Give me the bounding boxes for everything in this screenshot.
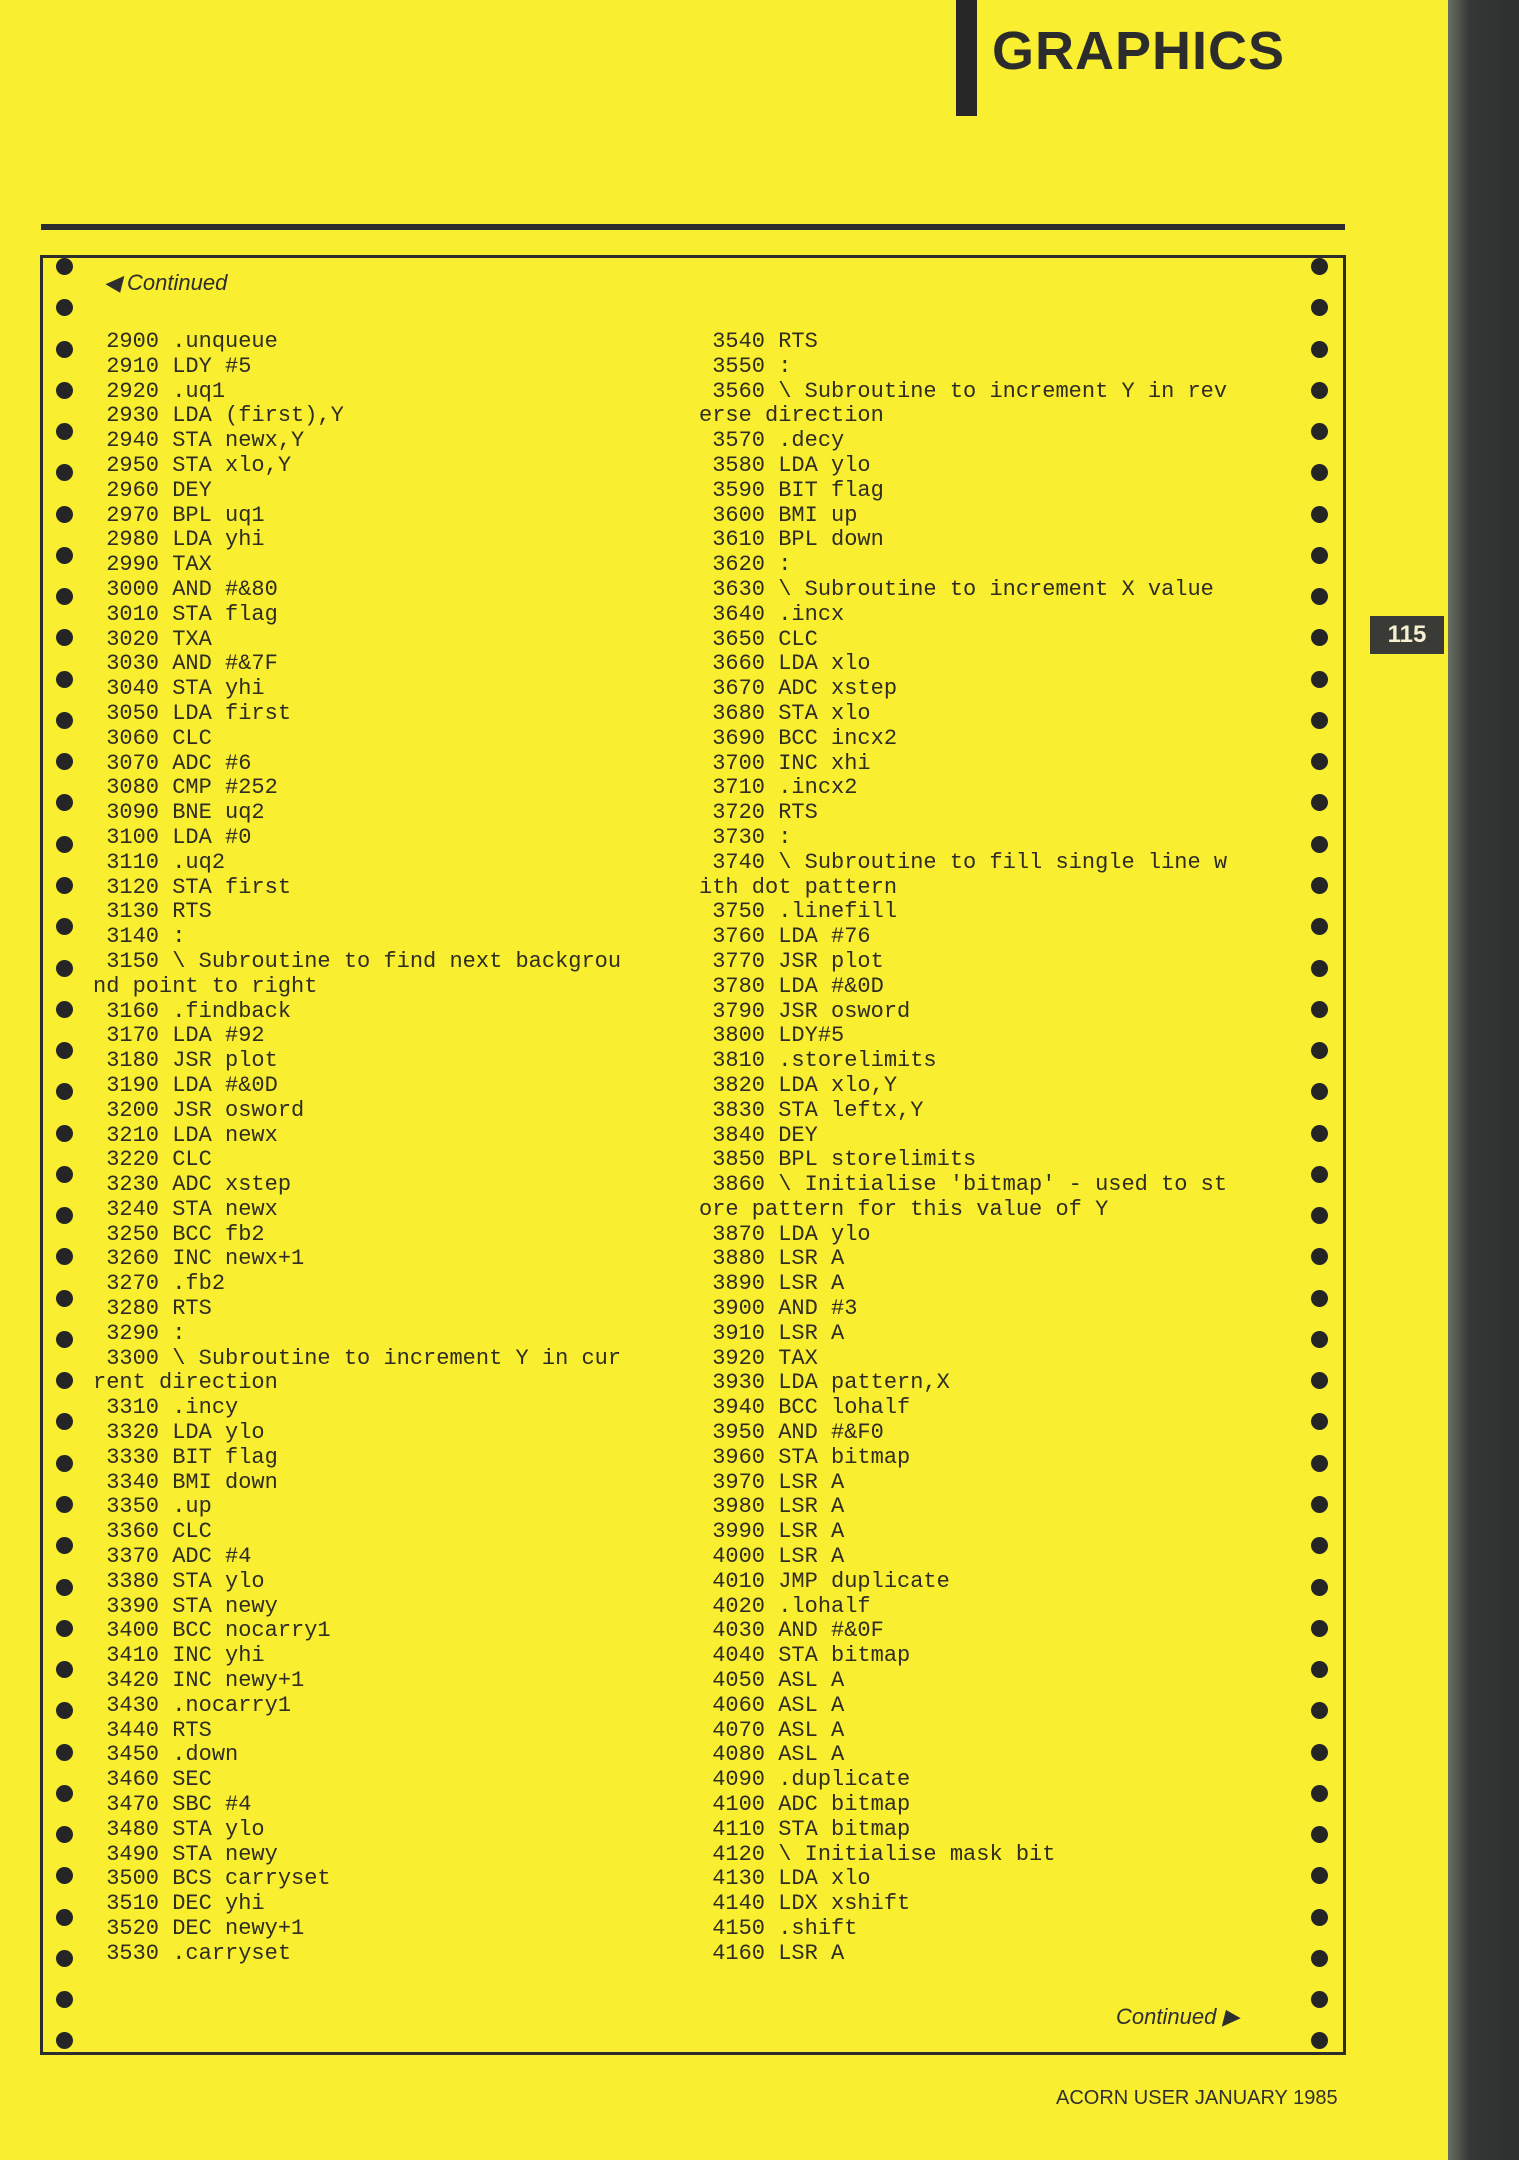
code-line: 3430 .nocarry1	[93, 1692, 292, 1718]
code-line: 3510 DEC yhi	[93, 1891, 265, 1917]
sprocket-hole	[1311, 1909, 1328, 1926]
code-line: 3750 .linefill	[699, 899, 898, 925]
sprocket-hole	[56, 1785, 73, 1802]
continued-from-label: ◀ Continued	[104, 270, 228, 295]
code-line: 4160 LSR A	[699, 1940, 845, 1966]
sprocket-hole	[1311, 1207, 1328, 1224]
code-line: 3910 LSR A	[699, 1320, 845, 1346]
code-line: 3970 LSR A	[699, 1469, 845, 1495]
sprocket-hole	[56, 1744, 73, 1761]
sprocket-hole	[1311, 1744, 1328, 1761]
code-line: 4050 ASL A	[699, 1668, 845, 1694]
code-line: 3640 .incx	[699, 601, 845, 627]
code-line: 3230 ADC xstep	[93, 1172, 292, 1198]
code-line: 3530 .carryset	[93, 1940, 292, 1966]
sprocket-hole	[1311, 1413, 1328, 1430]
code-line: 3310 .incy	[93, 1395, 239, 1421]
sprocket-hole	[1311, 836, 1328, 853]
code-line: 3050 LDA first	[93, 700, 292, 726]
sprocket-hole	[1311, 671, 1328, 688]
sprocket-hole	[1311, 1125, 1328, 1142]
code-line: 3150 \ Subroutine to find next backgrou	[93, 948, 622, 974]
sprocket-hole	[1311, 1372, 1328, 1389]
sprocket-hole	[56, 1455, 73, 1472]
sprocket-hole	[56, 836, 73, 853]
code-listing-left	[93, 330, 621, 1967]
sprocket-holes-right	[1311, 258, 1329, 2050]
code-line: 3780 LDA #&0D	[699, 973, 884, 999]
code-listing-right	[699, 330, 1227, 1967]
code-line: 3740 \ Subroutine to fill single line w	[699, 849, 1228, 875]
sprocket-hole	[56, 423, 73, 440]
code-line: 3070 ADC #6	[93, 750, 252, 776]
sprocket-hole	[1311, 712, 1328, 729]
code-line: 4000 LSR A	[699, 1544, 845, 1570]
code-line: 3680 STA xlo	[699, 700, 871, 726]
code-line: 3300 \ Subroutine to increment Y in cur	[93, 1345, 622, 1371]
code-line: 2900 .unqueue	[93, 329, 278, 354]
code-line: 2950 STA xlo,Y	[93, 452, 292, 478]
sprocket-hole	[56, 629, 73, 646]
sprocket-hole	[1311, 1248, 1328, 1265]
sprocket-hole	[56, 1661, 73, 1678]
code-line: 4120 \ Initialise mask bit	[699, 1841, 1056, 1867]
code-line: 3250 BCC fb2	[93, 1221, 265, 1247]
sprocket-hole	[56, 1496, 73, 1513]
code-line: 4060 ASL A	[699, 1692, 845, 1718]
code-line: 3260 INC newx+1	[93, 1246, 305, 1272]
continued-on-label: Continued ▶	[1116, 2004, 1240, 2029]
sprocket-hole	[56, 588, 73, 605]
sprocket-hole	[56, 753, 73, 770]
code-line: 3190 LDA #&0D	[93, 1072, 278, 1098]
sprocket-hole	[56, 506, 73, 523]
code-line: 3880 LSR A	[699, 1246, 845, 1272]
code-line: 4010 JMP duplicate	[699, 1568, 950, 1594]
code-line: 3540 RTS	[699, 329, 818, 354]
sprocket-hole	[1311, 1042, 1328, 1059]
code-line: 3500 BCS carryset	[93, 1866, 331, 1892]
code-line: 3400 BCC nocarry1	[93, 1618, 331, 1644]
code-line: 2980 LDA yhi	[93, 527, 265, 553]
code-line: 3330 BIT flag	[93, 1444, 278, 1470]
code-line: 3240 STA newx	[93, 1196, 278, 1222]
code-line: 3010 STA flag	[93, 601, 278, 627]
page-edge-shadow	[1448, 0, 1519, 2160]
code-line: 3370 ADC #4	[93, 1544, 252, 1570]
code-line: 3280 RTS	[93, 1296, 212, 1322]
code-line: 3820 LDA xlo,Y	[699, 1072, 898, 1098]
sprocket-holes-left	[56, 258, 74, 2050]
sprocket-hole	[56, 341, 73, 358]
sprocket-hole	[1311, 382, 1328, 399]
sprocket-hole	[56, 1372, 73, 1389]
sprocket-hole	[1311, 1496, 1328, 1513]
code-line: 3760 LDA #76	[699, 924, 871, 950]
sprocket-hole	[1311, 547, 1328, 564]
sprocket-hole	[1311, 629, 1328, 646]
sprocket-hole	[56, 712, 73, 729]
code-line: 3360 CLC	[93, 1519, 212, 1545]
code-line: 3590 BIT flag	[699, 477, 884, 503]
sprocket-hole	[56, 1867, 73, 1884]
code-line: 4080 ASL A	[699, 1742, 845, 1768]
sprocket-hole	[1311, 1826, 1328, 1843]
code-line: ith dot pattern	[699, 874, 898, 900]
sprocket-hole	[1311, 1702, 1328, 1719]
code-line: 2990 TAX	[93, 552, 212, 578]
code-line: 3390 STA newy	[93, 1593, 278, 1619]
code-line: 2920 .uq1	[93, 378, 226, 404]
sprocket-hole	[56, 794, 73, 811]
code-line: 3480 STA ylo	[93, 1816, 265, 1842]
code-line: 3000 AND #&80	[93, 576, 278, 602]
code-line: 3800 LDY#5	[699, 1023, 845, 1049]
sprocket-hole	[1311, 464, 1328, 481]
code-line: 3080 CMP #252	[93, 775, 278, 801]
code-line: 4150 .shift	[699, 1916, 858, 1941]
sprocket-hole	[56, 299, 73, 316]
sprocket-hole	[56, 960, 73, 977]
code-line: 3170 LDA #92	[93, 1023, 265, 1049]
sprocket-hole	[56, 1001, 73, 1018]
sprocket-hole	[1311, 258, 1328, 275]
code-line: 3180 JSR plot	[93, 1048, 278, 1074]
code-line: 3950 AND #&F0	[699, 1420, 884, 1446]
sprocket-hole	[56, 1826, 73, 1843]
code-line: 3110 .uq2	[93, 849, 226, 875]
sprocket-hole	[56, 464, 73, 481]
code-line: 3380 STA ylo	[93, 1568, 265, 1594]
code-line: 4110 STA bitmap	[699, 1816, 911, 1842]
sprocket-hole	[1311, 1455, 1328, 1472]
sprocket-hole	[56, 1042, 73, 1059]
code-line: 3140 :	[93, 924, 186, 950]
code-line: 3270 .fb2	[93, 1271, 226, 1297]
code-line: 3600 BMI up	[699, 502, 858, 528]
code-line: 4100 ADC bitmap	[699, 1792, 911, 1818]
sprocket-hole	[1311, 1867, 1328, 1884]
code-line: 3200 JSR osword	[93, 1097, 305, 1123]
code-line: 3890 LSR A	[699, 1271, 845, 1297]
sprocket-hole	[56, 547, 73, 564]
sprocket-hole	[56, 1620, 73, 1637]
code-line: 3920 TAX	[699, 1345, 818, 1371]
sprocket-hole	[1311, 341, 1328, 358]
sprocket-hole	[56, 1290, 73, 1307]
sprocket-hole	[1311, 1950, 1328, 1967]
sprocket-hole	[56, 1537, 73, 1554]
code-line: 4030 AND #&0F	[699, 1618, 884, 1644]
code-line: 3340 BMI down	[93, 1469, 278, 1495]
code-line: 3730 :	[699, 824, 792, 850]
sprocket-hole	[56, 1331, 73, 1348]
code-line: 3450 .down	[93, 1742, 239, 1768]
sprocket-hole	[1311, 753, 1328, 770]
code-line: erse direction	[699, 403, 884, 429]
code-line: 2940 STA newx,Y	[93, 428, 305, 454]
code-line: 3720 RTS	[699, 800, 818, 826]
section-title: GRAPHICS	[992, 21, 1286, 81]
sprocket-hole	[56, 1991, 73, 2008]
code-line: 3470 SBC #4	[93, 1792, 252, 1818]
code-line: 3290 :	[93, 1320, 186, 1346]
code-line: rent direction	[93, 1370, 278, 1396]
sprocket-hole	[1311, 299, 1328, 316]
code-line: 3040 STA yhi	[93, 676, 265, 702]
code-line: 3090 BNE uq2	[93, 800, 265, 826]
sprocket-hole	[1311, 1331, 1328, 1348]
code-line: 3940 BCC lohalf	[699, 1395, 911, 1421]
header-rule	[41, 224, 1345, 230]
code-line: 3410 INC yhi	[93, 1643, 265, 1669]
code-line: 3790 JSR osword	[699, 998, 911, 1024]
sprocket-hole	[1311, 1001, 1328, 1018]
code-line: 3030 AND #&7F	[93, 651, 278, 677]
code-line: 4070 ASL A	[699, 1717, 845, 1743]
code-line: 3830 STA leftx,Y	[699, 1097, 924, 1123]
code-line: 3220 CLC	[93, 1147, 212, 1173]
sprocket-hole	[1311, 1620, 1328, 1637]
code-line: 3900 AND #3	[699, 1296, 858, 1322]
code-line: 3210 LDA newx	[93, 1122, 278, 1148]
sprocket-hole	[56, 1166, 73, 1183]
code-line: 2960 DEY	[93, 477, 212, 503]
code-line: 3580 LDA ylo	[699, 452, 871, 478]
code-line: 2910 LDY #5	[93, 353, 252, 379]
code-line: 3120 STA first	[93, 874, 292, 900]
code-line: 3700 INC xhi	[699, 750, 871, 776]
code-line: 3840 DEY	[699, 1122, 818, 1148]
sprocket-hole	[56, 877, 73, 894]
code-line: 3620 :	[699, 552, 792, 578]
code-line: 3440 RTS	[93, 1717, 212, 1743]
code-line: 3020 TXA	[93, 626, 212, 652]
code-line: 3670 ADC xstep	[699, 676, 898, 702]
sprocket-hole	[1311, 423, 1328, 440]
code-line: 3960 STA bitmap	[699, 1444, 911, 1470]
page-number: 115	[1370, 616, 1444, 654]
code-line: 3650 CLC	[699, 626, 818, 652]
sprocket-hole	[56, 1248, 73, 1265]
sprocket-hole	[1311, 794, 1328, 811]
code-line: 2970 BPL uq1	[93, 502, 265, 528]
sprocket-hole	[1311, 1661, 1328, 1678]
code-line: 3460 SEC	[93, 1767, 212, 1793]
sprocket-hole	[1311, 918, 1328, 935]
code-line: 3520 DEC newy+1	[93, 1916, 305, 1941]
sprocket-hole	[1311, 1579, 1328, 1596]
code-line: nd point to right	[93, 973, 318, 999]
sprocket-hole	[1311, 1166, 1328, 1183]
code-line: 3990 LSR A	[699, 1519, 845, 1545]
code-line: 3930 LDA pattern,X	[699, 1370, 950, 1396]
sprocket-hole	[56, 1579, 73, 1596]
code-line: 4040 STA bitmap	[699, 1643, 911, 1669]
code-line: 3630 \ Subroutine to increment X value	[699, 576, 1214, 602]
code-line: 3060 CLC	[93, 725, 212, 751]
sprocket-hole	[56, 1950, 73, 1967]
code-line: 3560 \ Subroutine to increment Y in rev	[699, 378, 1228, 404]
sprocket-hole	[56, 258, 73, 275]
code-line: 3850 BPL storelimits	[699, 1147, 977, 1173]
sprocket-hole	[56, 1702, 73, 1719]
code-line: 3490 STA newy	[93, 1841, 278, 1867]
sprocket-hole	[56, 1207, 73, 1224]
sprocket-hole	[1311, 960, 1328, 977]
code-line: ore pattern for this value of Y	[699, 1196, 1109, 1222]
sprocket-hole	[1311, 588, 1328, 605]
sprocket-hole	[1311, 1290, 1328, 1307]
code-line: 3870 LDA ylo	[699, 1221, 871, 1247]
sprocket-hole	[1311, 1083, 1328, 1100]
code-line: 3610 BPL down	[699, 527, 884, 553]
sprocket-hole	[56, 671, 73, 688]
code-line: 4130 LDA xlo	[699, 1866, 871, 1892]
sprocket-hole	[1311, 506, 1328, 523]
code-line: 3660 LDA xlo	[699, 651, 871, 677]
sprocket-hole	[56, 918, 73, 935]
sprocket-hole	[1311, 1785, 1328, 1802]
sprocket-hole	[1311, 1537, 1328, 1554]
code-line: 3130 RTS	[93, 899, 212, 925]
header-bar	[956, 0, 977, 116]
sprocket-hole	[56, 1413, 73, 1430]
footer-credit: ACORN USER JANUARY 1985	[1056, 2087, 1338, 2109]
sprocket-hole	[56, 1909, 73, 1926]
code-line: 3770 JSR plot	[699, 948, 884, 974]
code-line: 3350 .up	[93, 1494, 212, 1520]
sprocket-hole	[56, 1125, 73, 1142]
code-line: 3690 BCC incx2	[699, 725, 898, 751]
sprocket-hole	[1311, 877, 1328, 894]
code-line: 3100 LDA #0	[93, 824, 252, 850]
code-line: 4140 LDX xshift	[699, 1891, 911, 1917]
code-line: 3980 LSR A	[699, 1494, 845, 1520]
code-line: 3570 .decy	[699, 428, 845, 454]
code-line: 3550 :	[699, 353, 792, 379]
sprocket-hole	[56, 1083, 73, 1100]
sprocket-hole	[56, 2032, 73, 2049]
sprocket-hole	[1311, 2032, 1328, 2049]
sprocket-hole	[1311, 1991, 1328, 2008]
code-line: 3420 INC newy+1	[93, 1668, 305, 1694]
sprocket-hole	[56, 382, 73, 399]
code-line: 4090 .duplicate	[699, 1767, 911, 1793]
code-line: 3160 .findback	[93, 998, 292, 1024]
code-line: 3710 .incx2	[699, 775, 858, 801]
code-line: 3860 \ Initialise 'bitmap' - used to st	[699, 1172, 1228, 1198]
code-line: 3320 LDA ylo	[93, 1420, 265, 1446]
code-line: 4020 .lohalf	[699, 1593, 871, 1619]
code-line: 3810 .storelimits	[699, 1048, 937, 1074]
code-line: 2930 LDA (first),Y	[93, 403, 344, 429]
